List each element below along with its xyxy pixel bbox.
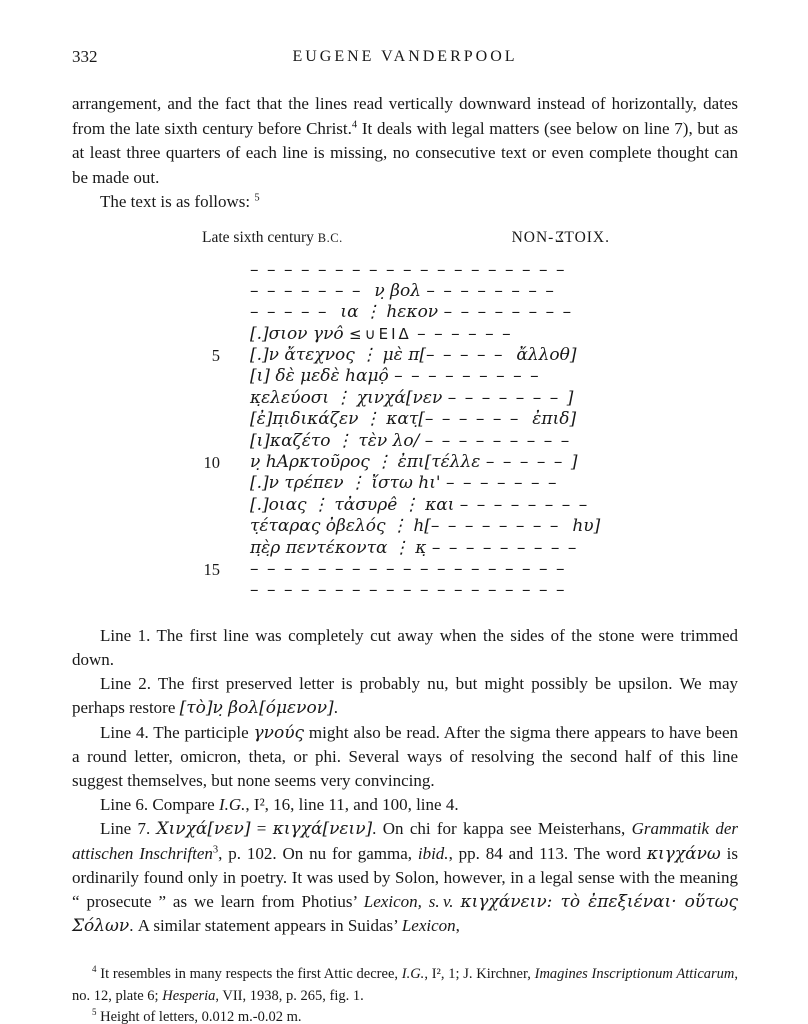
transcription-line [72,302,738,323]
transcription-line-text: ––––– ια ⋮ hεκον –––––––– [250,302,580,323]
intro-paragraph: arrangement, and the fact that the lines read vertically downward instead of horizontally, dates from the late sixth century before Christ.$^4$ It deals with legal matters (see below on line 7), but as at least three quarters of each line is missing, no consecutive text or even complete thought can be made out. [72,94,738,187]
line-number [72,366,250,387]
footnotes-section [72,964,738,1024]
page-header [72,46,738,68]
line-number: 15 [203,559,220,579]
transcription-line [72,452,738,473]
line-number [72,516,250,537]
transcription-line [72,473,738,494]
transcription-line-text: ν̣ hΑρκτοῦρος ⋮ ἐπι[τέλλε –––––] [250,452,578,473]
line-number [72,580,250,601]
transcription-line-text: [ἐ]π̣ιδικάζεν ⋮ κατ̣[–––––– ἐπιδ] [250,409,577,430]
commentary-section [72,624,738,939]
footnote: $^5$ Height of letters, 0.012 m.-0.02 m. [92,1007,302,1024]
commentary-paragraph: Line 7. Χινχά[νεν] = κιγχά[νειν]. On chi for kappa see Meisterhans, Grammatik der attischen Inschriften$^3$, p. 102. On nu for gamma, ibid., pp. 84 and 113. The word κιγχάνω is ordinarily found only in poetry. It was used by Solon, however, in a legal sense with the meaning “ prosecute ” as we learn from Photius’ Lexicon, s. v. κιγχάνειν: τὸ ἐπεξιέναι· οὕτως Σόλων. A similar statement appears in Suidas’ Lexicon, [72,819,739,937]
transcription-line [72,388,738,409]
transcription-line-text: ––––––––––––––––––– [250,558,573,579]
transcription-line [72,516,738,537]
transcription-line-text: [.]ν τρέπεν ⋮ ἴστω hι' ––––––– [250,473,565,494]
text-follows-line: The text is as follows: $^5$ [100,192,260,211]
line-number: 5 [211,346,220,366]
commentary-paragraph: Line 4. The participle γνούς might also be read. After the sigma there appears to have been a round letter, omicron, theta, or phi. Several ways of resolving the second half of this line suggest themselves, but none seems very convincing. [72,722,739,790]
inscription-transcription [72,260,738,602]
transcription-line-text: [ι]καζέτο ⋮ τὲν λο/ ––––––––– [250,430,578,451]
line-number [72,324,250,345]
line-number [72,302,250,323]
transcription-line [72,495,738,516]
line-number [72,409,250,430]
transcription-line [72,559,738,580]
transcription-line-text: ––––––––––––––––––– [250,259,573,280]
line-number [72,538,250,559]
transcription-line [72,431,738,452]
commentary-paragraph: Line 2. The first preserved letter is probably nu, but might possibly be upsilon. We may perhaps restore [τὸ]ν̣ βολ[όμενον]. [72,674,738,719]
transcription-line [72,281,738,302]
transcription-line [72,409,738,430]
transcription-line [72,538,738,559]
line-number [72,281,250,302]
transcription-line-text: π̣ὲ̣ρ πεντέκοντα ⋮ κ̣ ––––––––– [250,537,585,558]
transcription-line [72,260,738,281]
transcription-line-text: [.]οιας ⋮ τἀσυρê ⋮ και –––––––– [250,494,596,515]
transcription-line-text: [ι] δὲ μεδὲ hαμộ ––––––––– [250,366,548,387]
transcription-line-text: ––––––––––––––––––– [250,580,573,601]
line-number [72,473,250,494]
line-number [72,431,250,452]
transcription-line [72,345,738,366]
footnote: $^4$ It resembles in many respects the first Attic decree, I.G., I², 1; J. Kirchner, Imagines Inscriptionum Atticarum, no. 12, plate 6; Hesperia, VII, 1938, p. 265, fig. 1. [72,964,738,1004]
line-number [72,388,250,409]
transcription-caption-row [72,227,738,249]
transcription-line [72,324,738,345]
line-number: 10 [203,453,220,473]
transcription-line [72,580,738,601]
transcription-line-text: ––––––– ν̣ βολ –––––––– [250,280,563,301]
transcription-line [72,366,738,387]
commentary-paragraph: Line 6. Compare I.G., I², 16, line 11, and 100, line 4. [100,795,459,815]
line-number [72,495,250,516]
transcription-line-text: τ̣έταρας ὀβελός ⋮ h[–––––––– hυ] [250,516,601,537]
caption-date: Late sixth century B.C. [202,228,343,246]
transcription-line-text: [.]ν ἄτεχνος ⋮ μὲ π[––––– ἄλλοθ] [250,345,577,366]
commentary-paragraph: Line 1. The first line was completely cut away when the sides of the stone were trimmed down. [72,625,738,669]
transcription-line-text: κ̣ελεύοσι ⋮ χινχά[νεν –––––––] [250,387,574,408]
transcription-line-text: [.]σιον γνô ≤∪ΕΙΔ –––––– [250,323,520,344]
running-head: EUGENE VANDERPOOL [292,48,518,65]
line-number [72,260,250,281]
caption-non-stoichedon: NON-ΣTOIX. [511,228,610,246]
page-number: 332 [72,47,98,66]
